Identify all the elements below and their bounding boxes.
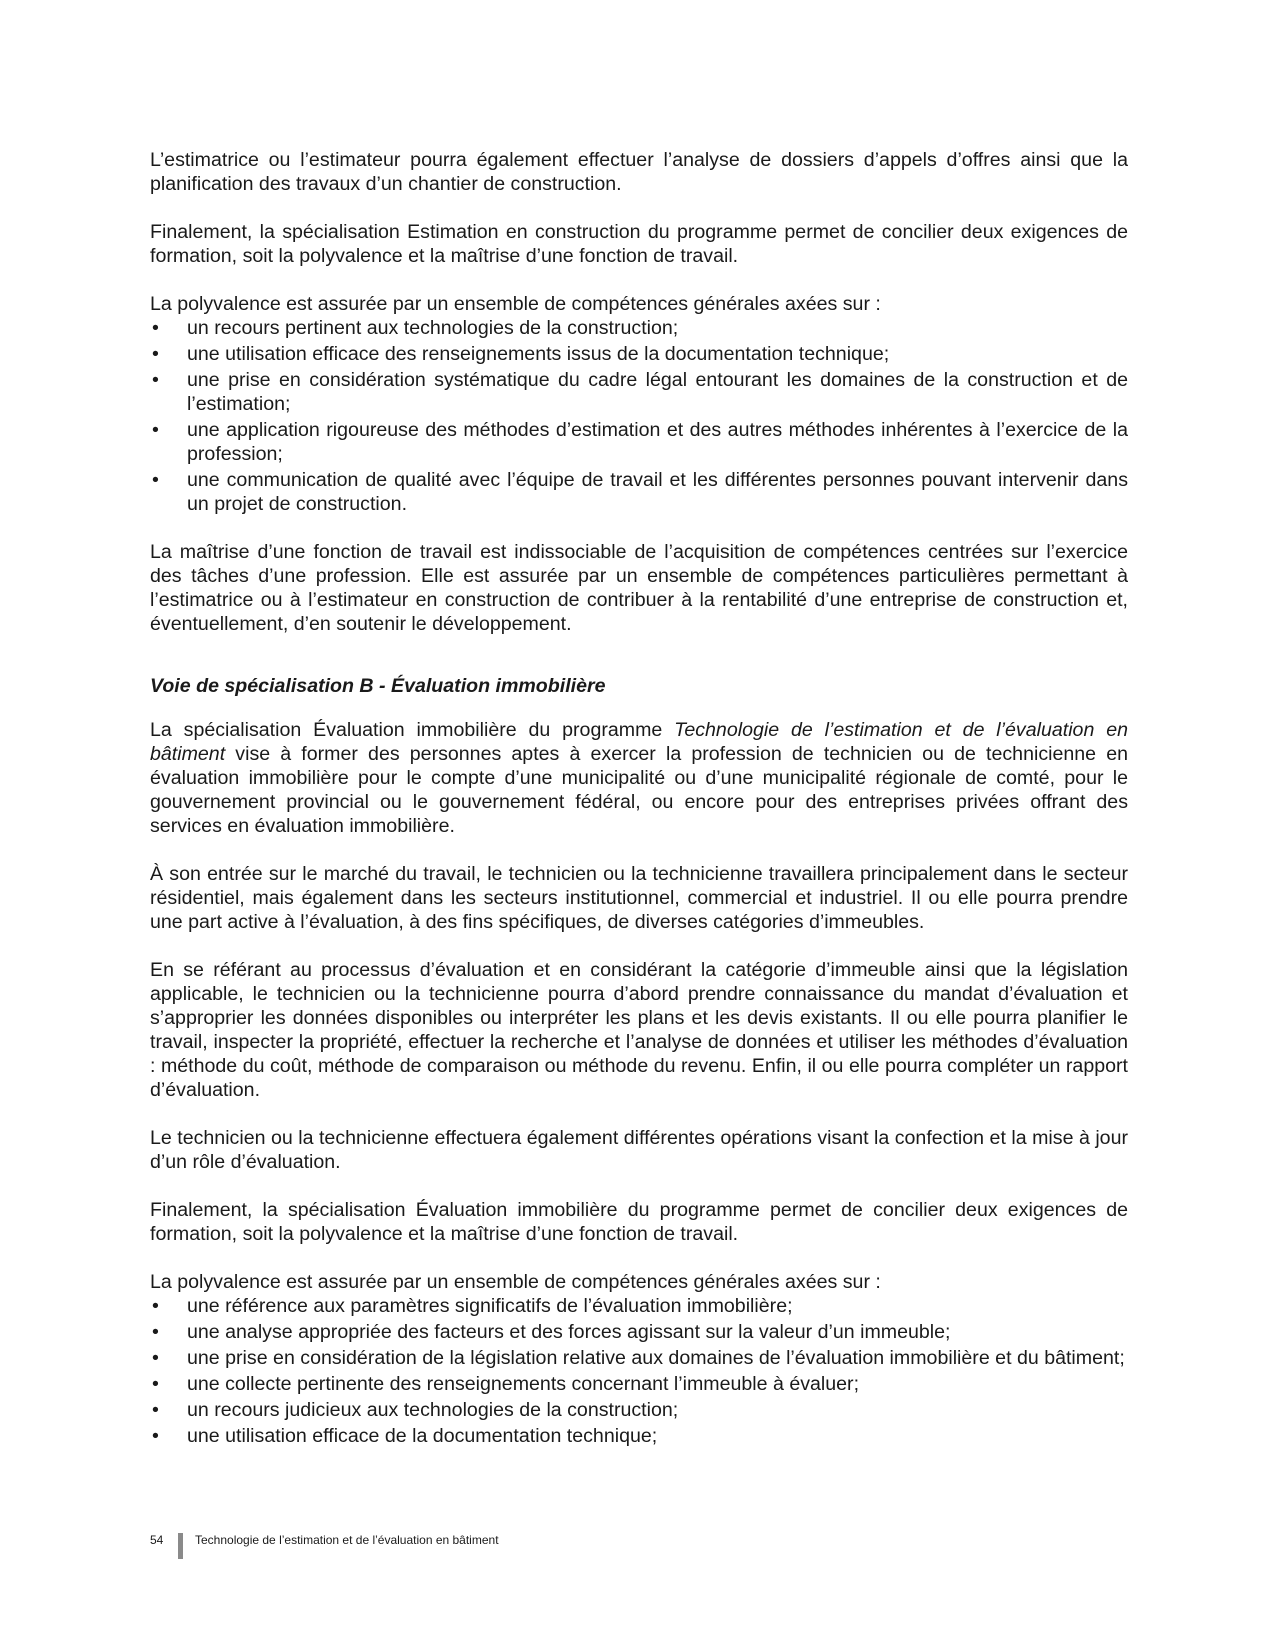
list-item: • un recours judicieux aux technologies de la construction; (150, 1398, 1128, 1422)
paragraph: À son entrée sur le marché du travail, le technicien ou la technicienne travaillera principalement dans le secteur résidentiel, mais également dans les secteurs institutionnel, commercial et industriel. Il ou elle pourra prendre une part active à l’évaluation, à des fins spécifiques, de diverses catégories d’immeubles. (150, 863, 1128, 933)
bullet-list-polyvalence-estimation (150, 316, 1128, 516)
page-number: 54 (150, 1533, 164, 1547)
list-item: • un recours pertinent aux technologies de la construction; (150, 316, 1128, 340)
list-item: • une utilisation efficace des renseignements issus de la documentation technique; (150, 342, 1128, 366)
bullet-list-polyvalence-evaluation (150, 1294, 1128, 1448)
paragraph (150, 718, 1128, 838)
page-footer (150, 1533, 499, 1559)
paragraph: Le technicien ou la technicienne effectuera également différentes opérations visant la confection et la mise à jour d’un rôle d’évaluation. (150, 1127, 1128, 1173)
section-heading: Voie de spécialisation B - Évaluation immobilière (150, 675, 606, 697)
list-item: • une prise en considération systématique du cadre légal entourant les domaines de la construction et de l’estimation; (150, 368, 1128, 416)
list-item: • une communication de qualité avec l’équipe de travail et les différentes personnes pouvant intervenir dans un projet de construction. (150, 468, 1128, 516)
running-title: Technologie de l’estimation et de l’évaluation en bâtiment (195, 1533, 499, 1547)
list-intro: La polyvalence est assurée par un ensemble de compétences générales axées sur : (150, 293, 881, 315)
paragraph: Finalement, la spécialisation Évaluation immobilière du programme permet de concilier deux exigences de formation, soit la polyvalence et la maîtrise d’une fonction de travail. (150, 1199, 1128, 1245)
paragraph: La maîtrise d’une fonction de travail est indissociable de l’acquisition de compétences centrées sur l’exercice des tâches d’une profession. Elle est assurée par un ensemble de compétences particulières permettant à l’estimatrice ou à l’estimateur en construction de contribuer à la rentabilité d’une entreprise de construction et, éventuellement, d’en soutenir le développement. (150, 541, 1128, 635)
intro-text-after: vise à former des personnes aptes à exercer la profession de technicien ou de technicienne en évaluation immobilière pour le compte d’une municipalité ou d’une municipalité régionale de comté, pour le gouvernement provincial ou le gouvernement fédéral, ou encore pour des entreprises privées offrant des services en évaluation immobilière. (150, 743, 1128, 837)
document-body (150, 148, 1128, 1450)
intro-text-before: La spécialisation Évaluation immobilière du programme (150, 719, 675, 741)
paragraph: En se référant au processus d’évaluation et en considérant la catégorie d’immeuble ainsi que la législation applicable, le technicien ou la technicienne pourra d’abord prendre connaissance du mandat d’évaluation et s’approprier les données disponibles ou interpréter les plans et les devis existants. Il ou elle pourra planifier le travail, inspecter la propriété, effectuer la recherche et l’analyse de données et utiliser les méthodes d’évaluation : méthode du coût, méthode de comparaison ou méthode du revenu. Enfin, il ou elle pourra compléter un rapport d’évaluation. (150, 959, 1128, 1101)
program-title-italic: Technologie de l’estimation et de l’évaluation en bâtiment (150, 719, 1128, 765)
list-intro: La polyvalence est assurée par un ensemble de compétences générales axées sur : (150, 1271, 881, 1293)
list-item: • une prise en considération de la législation relative aux domaines de l’évaluation immobilière et du bâtiment; (150, 1346, 1128, 1370)
paragraph: L’estimatrice ou l’estimateur pourra également effectuer l’analyse de dossiers d’appels d’offres ainsi que la planification des travaux d’un chantier de construction. (150, 149, 1128, 195)
footer-divider (178, 1533, 183, 1559)
list-item: • une analyse appropriée des facteurs et des forces agissant sur la valeur d’un immeuble; (150, 1320, 1128, 1344)
paragraph: Finalement, la spécialisation Estimation en construction du programme permet de concilier deux exigences de formation, soit la polyvalence et la maîtrise d’une fonction de travail. (150, 221, 1128, 267)
list-item: • une utilisation efficace de la documentation technique; (150, 1424, 1128, 1448)
list-item: • une collecte pertinente des renseignements concernant l’immeuble à évaluer; (150, 1372, 1128, 1396)
list-item: • une référence aux paramètres significatifs de l’évaluation immobilière; (150, 1294, 1128, 1318)
list-item: • une application rigoureuse des méthodes d’estimation et des autres méthodes inhérentes à l’exercice de la profession; (150, 418, 1128, 466)
